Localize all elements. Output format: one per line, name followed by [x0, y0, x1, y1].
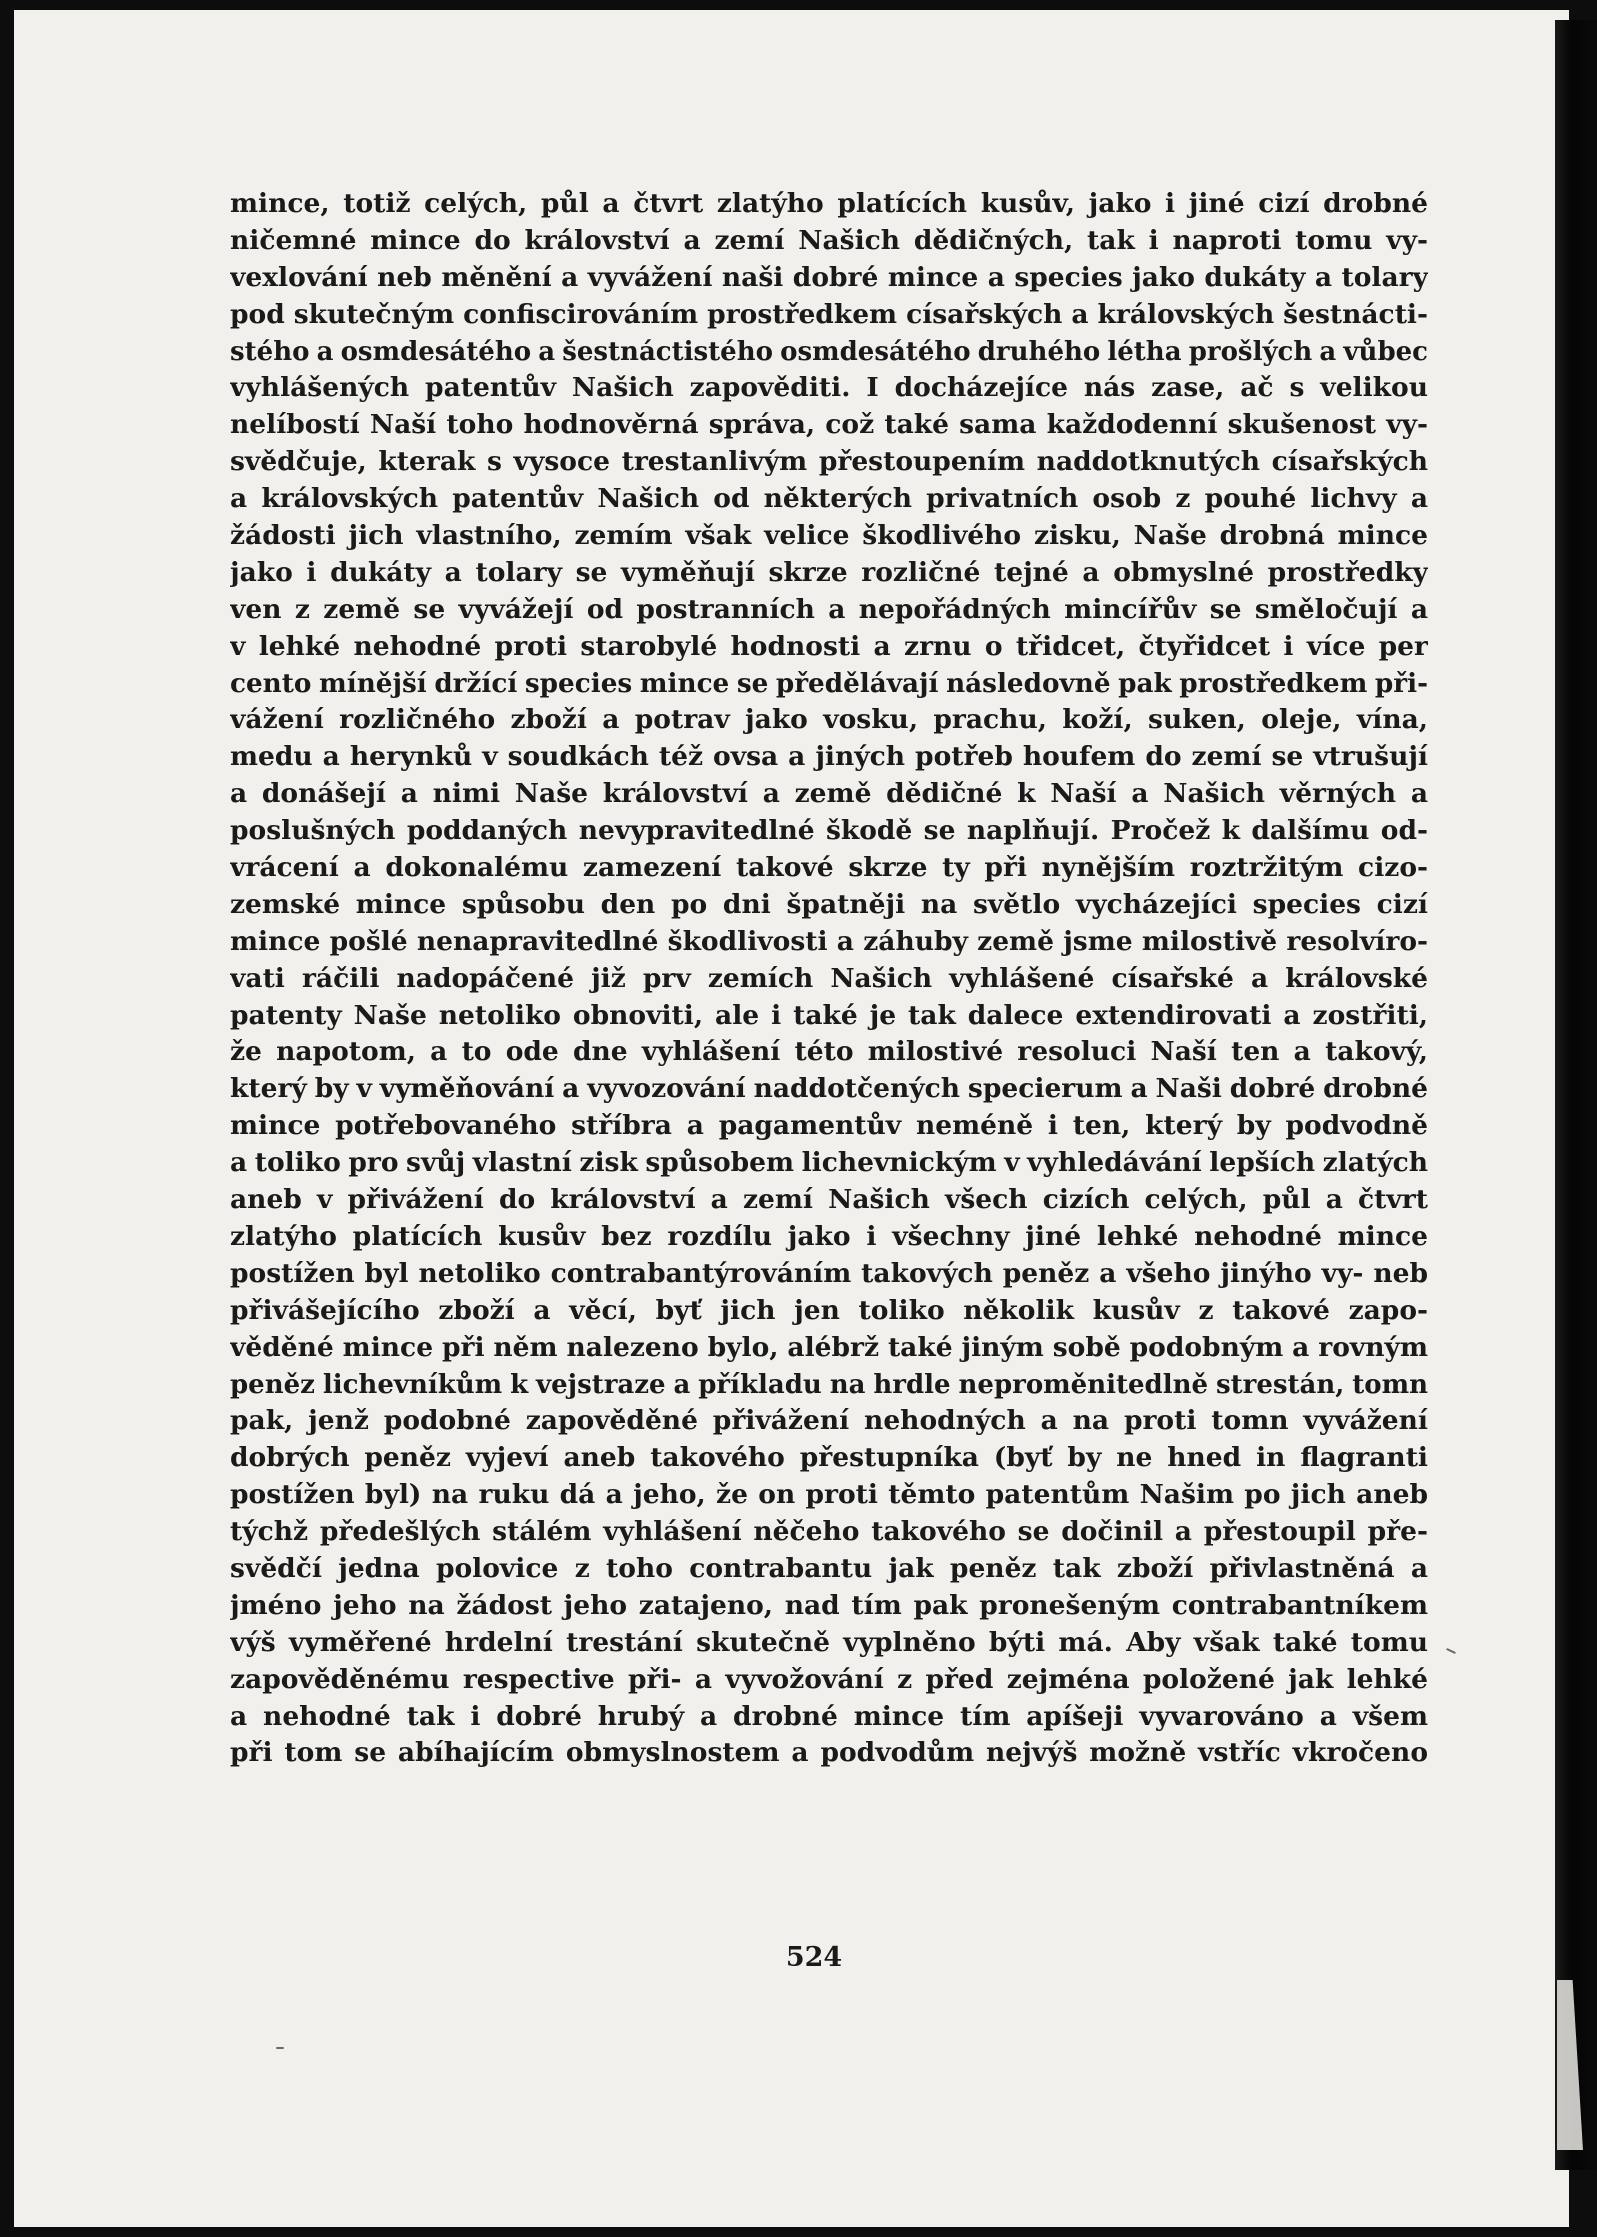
text-line: nelíbostí Naší toho hodnověrná správa, což také sama každodenní skušenost vy- — [230, 409, 1428, 441]
text-line: svědčuje, kterak s vysoce trestanlivým přestoupením naddotknutých císařských — [230, 446, 1428, 478]
text-line: postížen byl netoliko contrabantýrováním takových peněz a všeho jinýho vy- neb — [230, 1257, 1428, 1289]
text-line: svědčí jedna polovice z toho contrabantu jak peněz tak zboží přivlastněná a — [230, 1552, 1428, 1584]
text-line: týchž předešlých stálém vyhlášení něčeho takového se dočinil a přestoupil pře- — [230, 1516, 1428, 1548]
page-edge-shadow — [1555, 20, 1597, 2170]
text-line: stého a osmdesátého a šestnáctistého osmdesátého druhého létha prošlých a vůbec — [230, 336, 1428, 367]
text-line: pak, jenž podobné zapověděné přivážení nehodných a na proti tomn vyvážení — [230, 1405, 1428, 1437]
text-line: jako i dukáty a tolary se vyměňují skrze rozličné tejné a obmyslné prostředky — [230, 556, 1428, 588]
text-line: vrácení a dokonalému zamezení takové skrze ty při nynějším roztržitým cizo- — [230, 852, 1428, 884]
text-line: vážení rozličného zboží a potrav jako vosku, prachu, koží, suken, oleje, vína, — [230, 704, 1428, 736]
book-page — [14, 10, 1569, 2227]
text-line: a donášejí a nimi Naše království a země dědičné k Naší a Našich věrných a — [230, 778, 1428, 810]
text-line: žádosti jich vlastního, zemím však velice škodlivého zisku, Naše drobná mince — [230, 520, 1428, 552]
text-line: vati ráčili nadopáčené již prv zemích Našich vyhlášené císařské a královské — [230, 962, 1428, 994]
dust-speck — [276, 2047, 284, 2049]
body-text — [230, 186, 1428, 1772]
dust-speck — [1446, 1648, 1456, 1654]
text-line: který by v vyměňování a vyvozování naddotčených specierum a Naši dobré drobné — [230, 1073, 1428, 1105]
text-line: dobrých peněz vyjeví aneb takového přestupníka (byť by ne hned in flagranti — [230, 1442, 1428, 1474]
text-line: jméno jeho na žádost jeho zatajeno, nad tím pak pronešeným contrabantníkem — [230, 1589, 1428, 1621]
text-line: a královských patentův Našich od některých privatních osob z pouhé lichvy a — [230, 483, 1428, 515]
text-line: medu a herynků v soudkách též ovsa a jiných potřeb houfem do zemí se vtrušují — [230, 741, 1428, 773]
text-line: ven z země se vyvážejí od postranních a nepořádných mincířův se směločují a — [230, 593, 1428, 625]
text-line: postížen byl) na ruku dá a jeho, že on proti těmto patentům Našim po jich aneb — [230, 1479, 1428, 1511]
text-line: patenty Naše netoliko obnoviti, ale i také je tak dalece extendirovati a zostřiti, — [230, 999, 1428, 1031]
text-line: cento mínější držící species mince se předělávají následovně pak prostředkem při- — [230, 667, 1428, 699]
text-line: pod skutečným confiscirováním prostředkem císařských a královských šestnácti- — [230, 298, 1428, 330]
text-line: výš vyměřené hrdelní trestání skutečně vyplněno býti má. Aby však také tomu — [230, 1626, 1428, 1658]
text-line: zapověděnému respective při- a vyvožování z před zejména položené jak lehké — [230, 1663, 1428, 1695]
text-line: vexlování neb měnění a vyvážení naši dobré mince a species jako dukáty a tolary — [230, 261, 1428, 293]
text-line: že napotom, a to ode dne vyhlášení této milostivé resoluci Naší ten a takový, — [230, 1036, 1428, 1068]
text-line: věděné mince při něm nalezeno bylo, alébrž také jiným sobě podobným a rovným — [230, 1331, 1428, 1363]
text-line: zemské mince spůsobu den po dni špatněji na světlo vycházejíci species cizí — [230, 888, 1428, 920]
text-line: mince pošlé nenapravitedlné škodlivosti a záhuby země jsme milostivě resolvíro- — [230, 925, 1428, 957]
text-line: v lehké nehodné proti starobylé hodnosti a zrnu o třidcet, čtyřidcet i více per — [230, 630, 1428, 662]
text-line: mince potřebovaného stříbra a pagamentův neméně i ten, který by podvodně — [230, 1110, 1428, 1142]
text-line: poslušných poddaných nevypravitedlné škodě se naplňují. Pročež k dalšímu od- — [230, 815, 1428, 847]
text-line: přivášejícího zboží a věcí, byť jich jen toliko několik kusův z takové zapo- — [230, 1294, 1428, 1326]
text-line: ničemné mince do království a zemí Našich dědičných, tak i naproti tomu vy- — [230, 224, 1428, 256]
text-line: aneb v přivážení do království a zemí Našich všech cizích celých, půl a čtvrt — [230, 1184, 1428, 1216]
text-line: a toliko pro svůj vlastní zisk spůsobem lichevnickým v vyhledávání lepších zlatých — [230, 1147, 1428, 1179]
text-line: mince, totiž celých, půl a čtvrt zlatýho platících kusův, jako i jiné cizí drobné — [230, 188, 1428, 219]
text-line: při tom se abíhajícím obmyslnostem a podvodům nejvýš možně vstříc vkročeno — [230, 1737, 1428, 1769]
text-line: peněz lichevníkům k vejstraze a příkladu na hrdle neproměnitedlně strestán, tomn — [230, 1369, 1428, 1400]
text-line: a nehodné tak i dobré hrubý a drobné mince tím apíšeji vyvarováno a všem — [230, 1700, 1428, 1732]
text-line: vyhlášených patentův Našich zapověditi. I docházejíce nás zase, ač s velikou — [230, 372, 1428, 404]
page-number: 524 — [785, 1942, 843, 1973]
text-line: zlatýho platících kusův bez rozdílu jako i všechny jiné lehké nehodné mince — [230, 1220, 1428, 1252]
